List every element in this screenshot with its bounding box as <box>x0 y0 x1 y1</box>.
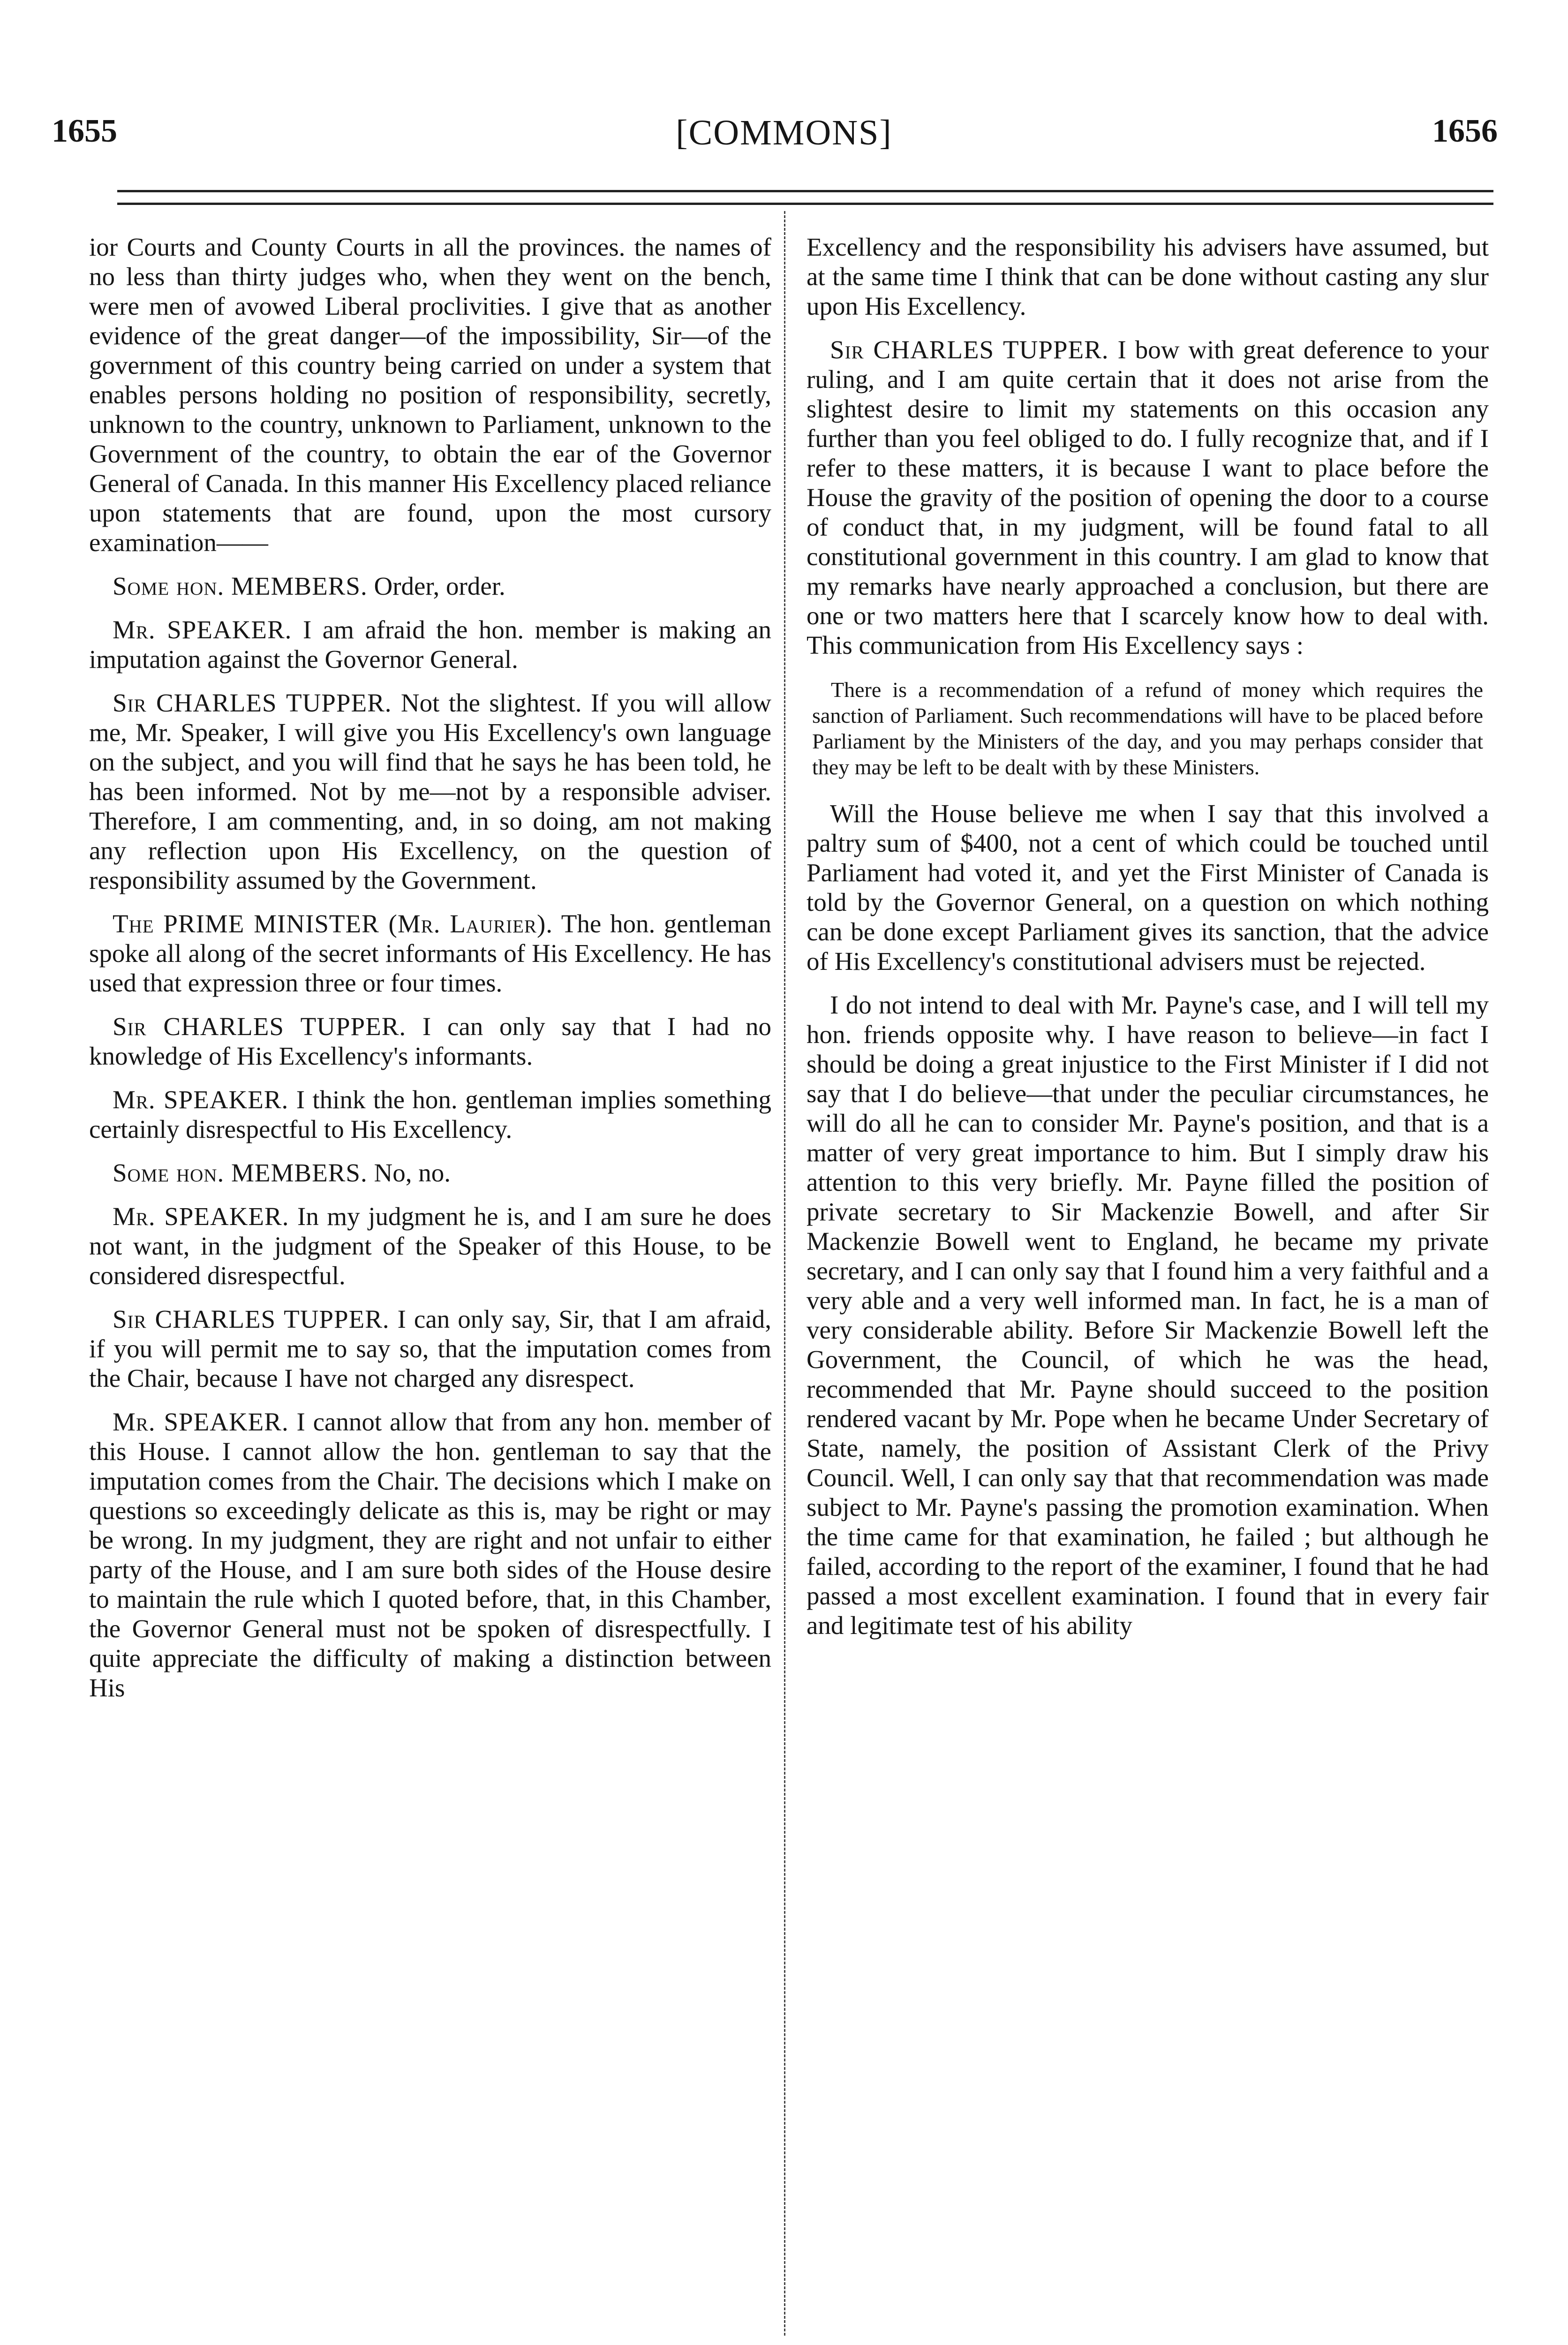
speech-text: I am afraid the hon. member is making an imputation against the Governor General. <box>89 615 771 673</box>
paragraph-text: I do not intend to deal with Mr. Payne's case, and I will tell my hon. friends opposite why. I have reason to believe—in fact I should be doing a great injustice to the First Minister if I did not say that I do believe—that under the peculiar circumstances, he will do all he can to consider Mr. Payne's position, and that is a matter of very great importance to him. But I simply draw his attention to this very briefly. Mr. Payne filled the position of private secretary to Sir Mackenzie Bowell, and after Sir Mackenzie Bowell went to England, he became my private secretary, and I can only say that I found him a very faithful and a very able and a very well informed man. In fact, he is a man of very considerable ability. Before Sir Mackenzie Bowell left the Government, the Council, of which he was the head, recommended that Mr. Payne should succeed to the position rendered vacant by Mr. Pope when he became Under Secretary of State, namely, the position of Assistant Clerk of the Privy Council. Well, I can only say that that recommendation was made subject to Mr. Payne's passing the promotion examination. When the time came for that examination, he failed ; but although he failed, according to the report of the examiner, I found that he had passed a most excellent examination. I found that in every fair and legitimate test of his ability <box>807 991 1489 1640</box>
speech-text: I can only say that I had no knowledge of His Excellency's informants. <box>89 1012 771 1070</box>
running-head: [COMMONS] <box>676 113 892 152</box>
header-rule-bottom <box>117 203 1493 205</box>
speech-paragraph <box>89 909 771 998</box>
page-number-left: 1655 <box>52 113 117 149</box>
quoted-communication <box>807 677 1489 780</box>
page-header <box>0 0 1568 178</box>
paragraph <box>807 232 1489 321</box>
speaker-name: Mr. SPEAKER. <box>113 615 292 644</box>
speaker-name: Sir CHARLES TUPPER. <box>113 1305 390 1333</box>
right-column <box>807 232 1489 1654</box>
paragraph-text: Excellency and the responsibility his advisers have assumed, but at the same time I think that can be done without casting any slur upon His Excellency. <box>807 233 1489 320</box>
speech-paragraph <box>89 688 771 895</box>
paragraph-text: ior Courts and County Courts in all the provinces. the names of no less than thirty judges who, when they went on the bench, were men of avowed Liberal proclivities. I give that as another evidence of the great danger—of the impossibility, Sir—of the government of this country being carried on under a system that enables persons holding no position of responsibility, secretly, unknown to the country, unknown to Parliament, unknown to the Government of the country, to obtain the ear of the Governor General of Canada. In this manner His Excellency placed reliance upon statements that are found, upon the most cursory examination—— <box>89 233 771 557</box>
speaker-name: Sir CHARLES TUPPER. <box>830 335 1109 364</box>
speaker-name: Some hon. MEMBERS. <box>113 572 368 600</box>
speech-text: Not the slightest. If you will allow me, Mr. Speaker, I will give you His Excellency's own language on the subject, and you will find that he says he has been told, he has been informed. Not by me—not by a responsible adviser. Therefore, I am commenting, and, in so doing, am not making any reflection upon His Excellency, on the question of responsibility assumed by the Government. <box>89 688 771 894</box>
speaker-name: Some hon. MEMBERS. <box>113 1158 368 1187</box>
left-column <box>89 232 771 1717</box>
paragraph <box>807 799 1489 976</box>
speech-paragraph <box>89 1085 771 1144</box>
paragraph-text: Will the House believe me when I say that this involved a paltry sum of $400, not a cent of which could be touched until Parliament had voted it, and yet the First Minister of Canada is told by the Governor General, on a question on which nothing can be done except Parliament gives its sanction, that the advice of His Excellency's constitutional advisers must be rejected. <box>807 799 1489 976</box>
speech-text: In my judgment he is, and I am sure he does not want, in the judgment of the Speaker of this House, to be considered disrespectful. <box>89 1202 771 1290</box>
speech-text: I can only say, Sir, that I am afraid, if you will permit me to say so, that the imputation comes from the Chair, because I have not charged any disrespect. <box>89 1305 771 1392</box>
paragraph <box>89 232 771 557</box>
quote-text: There is a recommendation of a refund of money which requires the sanction of Parliament. Such recommendations will have to be placed before Parliament by the Ministers of the day, and you may perhaps consider that they may be left to be dealt with by these Ministers. <box>812 678 1483 779</box>
speaker-name: Sir CHARLES TUPPER. <box>113 1012 407 1041</box>
speech-text: No, no. <box>374 1158 451 1187</box>
speech-paragraph <box>89 571 771 601</box>
paragraph <box>807 990 1489 1640</box>
speech-text: The hon. gentleman spoke all along of the secret informants of His Excellency. He has used that expression three or four times. <box>89 909 771 997</box>
page-number-right: 1656 <box>1432 113 1498 149</box>
speech-text: I think the hon. gentleman implies something certainly disrespectful to His Excellency. <box>89 1085 771 1143</box>
speech-paragraph <box>89 1158 771 1188</box>
speaker-name: Mr. SPEAKER. <box>113 1202 289 1231</box>
speaker-name: Mr. SPEAKER. <box>113 1085 289 1114</box>
speech-text: Order, order. <box>374 572 505 600</box>
speech-text: I bow with great deference to your ruling, and I am quite certain that it does not arise from the slightest desire to limit my statements on this occasion any further than you feel obliged to do. I fully recognize that, and if I refer to these matters, it is because I want to place before the House the gravity of the position of opening the door to a course of conduct that, in my judgment, will be found fatal to all constitutional government in this country. I am glad to know that my remarks have nearly approached a conclusion, but there are one or two matters here that I scarcely know how to deal with. This communication from His Excellency says : <box>807 335 1489 659</box>
column-divider <box>784 211 785 2336</box>
speaker-name: Mr. SPEAKER. <box>113 1407 289 1436</box>
speech-paragraph <box>89 1304 771 1393</box>
speech-paragraph <box>807 335 1489 660</box>
speaker-name: Sir CHARLES TUPPER. <box>113 688 392 717</box>
speech-paragraph <box>89 1012 771 1071</box>
header-rule-top <box>117 190 1493 192</box>
speech-paragraph <box>89 1202 771 1290</box>
speech-paragraph <box>89 615 771 674</box>
speech-paragraph <box>89 1407 771 1702</box>
speaker-name: The PRIME MINISTER (Mr. Laurier). <box>113 909 553 938</box>
speech-text: I cannot allow that from any hon. member of this House. I cannot allow the hon. gentleman to say that the imputation comes from the Chair. The decisions which I make on questions so exceedingly delicate as this is, may be right or may be wrong. In my judgment, they are right and not unfair to either party of the House, and I am sure both sides of the House desire to maintain the rule which I quoted before, that, in this Chamber, the Governor General must not be spoken of disrespectfully. I quite appreciate the difficulty of making a distinction between His <box>89 1407 771 1702</box>
